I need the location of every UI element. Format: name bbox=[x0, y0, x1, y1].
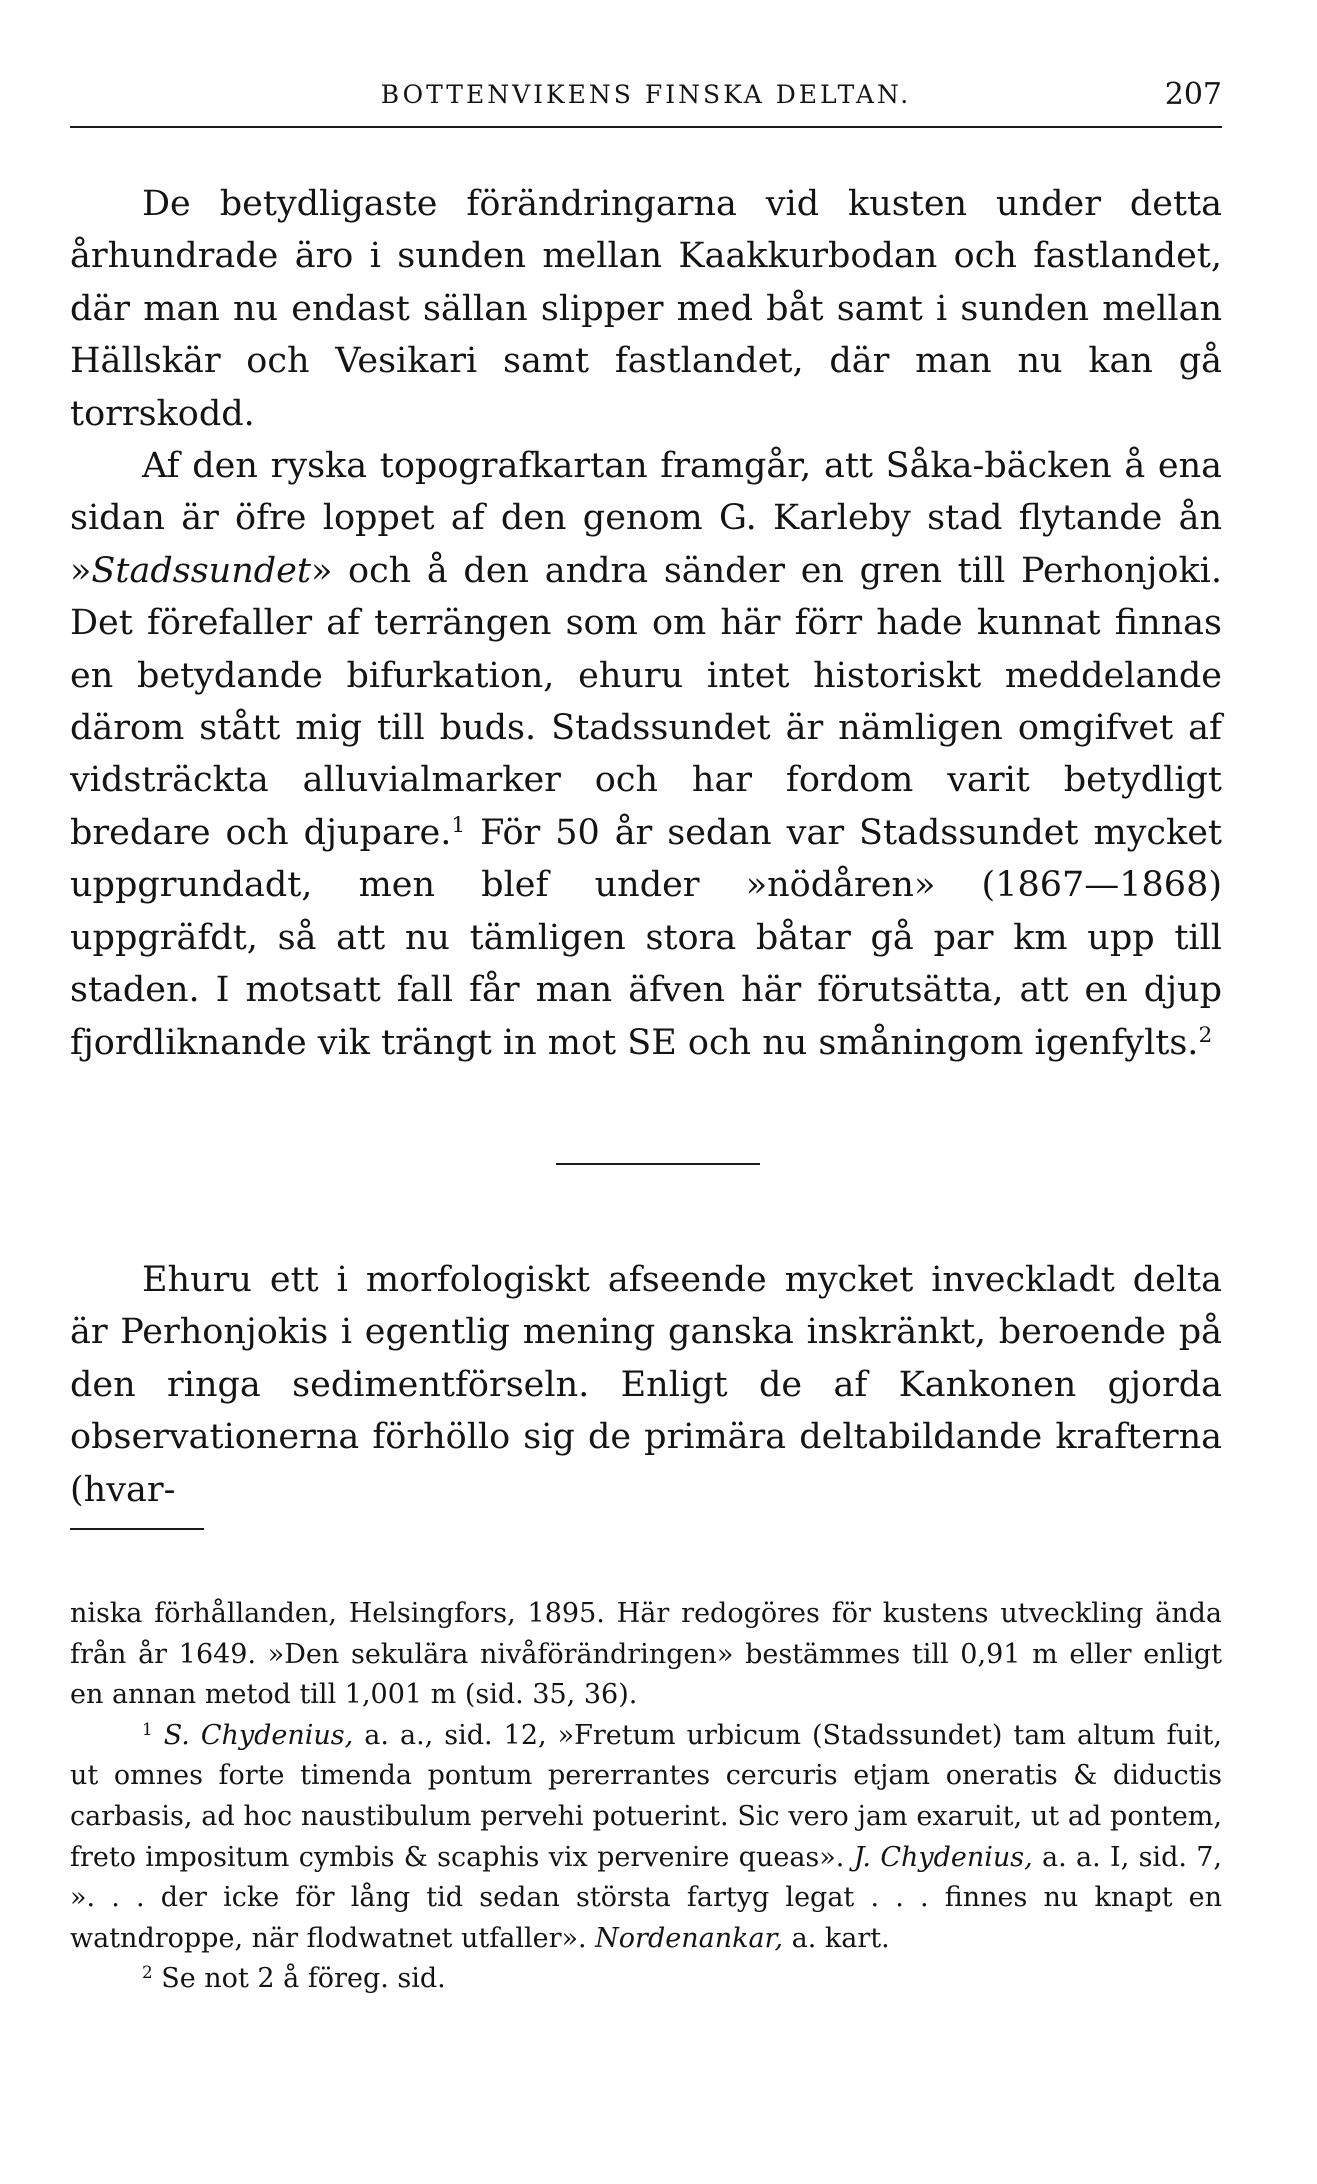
body-section-1 bbox=[70, 178, 1222, 1069]
paragraph-text: » och å den andra sänder en gren till Perhonjoki. Det förefaller af terrängen som om här förr hade kunnat finnas en betydande bifurkation, ehuru intet historiskt meddelande därom stått mig till buds. Stadssundet är nämligen omgifvet af vidsträckta alluvialmarker och har fordom varit betydligt bredare och djupare. bbox=[70, 550, 1222, 853]
footnote-rule bbox=[70, 1528, 204, 1530]
footnotes bbox=[70, 1594, 1222, 2000]
footnote-text: a. a. I, sid. 7, ». . . der icke för lång tid sedan största fartyg legat . . . finnes nu knapt en watndroppe, när flodwatnet utfaller». bbox=[70, 1841, 1223, 1954]
emphasis-stadssundet: Stadssundet bbox=[91, 550, 311, 591]
section-divider bbox=[556, 1163, 760, 1165]
paragraph-saka-backen bbox=[70, 440, 1222, 1069]
footnote-ref-1: 1 bbox=[451, 812, 466, 838]
running-title: BOTTENVIKENS FINSKA DELTAN. bbox=[380, 80, 912, 109]
footnote-continued: niska förhållanden, Helsingfors, 1895. Här redogöres för kustens utveckling ända från år 1649. »Den sekulära nivåförändringen» bestämmes till 0,91 m eller enligt en annan metod till 1,001 m (sid. 35, 36). bbox=[70, 1598, 1222, 1711]
paragraph-text: Af den ryska topografkartan framgår, att Såka-bäcken å ena sidan är öfre loppet af den genom G. Karleby stad flytande ån » bbox=[70, 446, 1222, 591]
body-section-2 bbox=[70, 1254, 1222, 1516]
footnote-2 bbox=[70, 1959, 1222, 2000]
footnote-text: a. a., sid. 12, »Fretum urbicum (Stadssundet) tam altum fuit, ut omnes forte timenda pontum pererrantes cercuris etjam oneratis & diductis carbasis, ad hoc naustibulum pervehi potuerint. Sic vero jam exaruit, ut ad pontem, freto impositum cymbis & scaphis vix pervenire queas». bbox=[70, 1719, 1222, 1873]
footnote-marker-1: 1 bbox=[142, 1718, 153, 1739]
footnote-1 bbox=[70, 1716, 1222, 1960]
footnote-text: a. kart. bbox=[783, 1922, 890, 1954]
page-header bbox=[70, 78, 1222, 122]
paragraph-text: För 50 år sedan var Stadssundet mycket uppgrundadt, men blef under »nödåren» (1867—1868) uppgräfdt, så att nu tämligen stora båtar gå par km upp till staden. I motsatt fall får man äfven här förutsätta, att en djup fjordliknande vik trängt in mot SE och nu småningom igenfylts. bbox=[70, 812, 1222, 1063]
footnote-marker-2: 2 bbox=[142, 1962, 153, 1983]
footnote-text: Se not 2 å föreg. sid. bbox=[152, 1963, 446, 1995]
paragraph-coastal-changes: De betydligaste förändringarna vid kusten under detta århundrade äro i sunden mellan Kaakkurbodan och fastlandet, där man nu endast sällan slipper med båt samt i sunden mellan Hällskär och Vesikari samt fastlandet, där man nu kan gå torrskodd. bbox=[70, 184, 1222, 434]
footnote-author: S. Chydenius, bbox=[163, 1719, 354, 1751]
footnote-ref-2: 2 bbox=[1198, 1022, 1213, 1048]
footnote-author: J. Chydenius, bbox=[853, 1841, 1033, 1873]
footnote-author: Nordenankar, bbox=[595, 1922, 784, 1954]
header-rule bbox=[70, 126, 1222, 128]
paragraph-perhonjoki-delta: Ehuru ett i morfologiskt afseende mycket inveckladt delta är Perhonjokis i egentlig mening ganska inskränkt, beroende på den ringa sedimentförseln. Enligt de af Kankonen gjorda observationerna förhöllo sig de primära deltabildande krafterna (hvar- bbox=[70, 1260, 1222, 1510]
page-number: 207 bbox=[1164, 77, 1222, 112]
